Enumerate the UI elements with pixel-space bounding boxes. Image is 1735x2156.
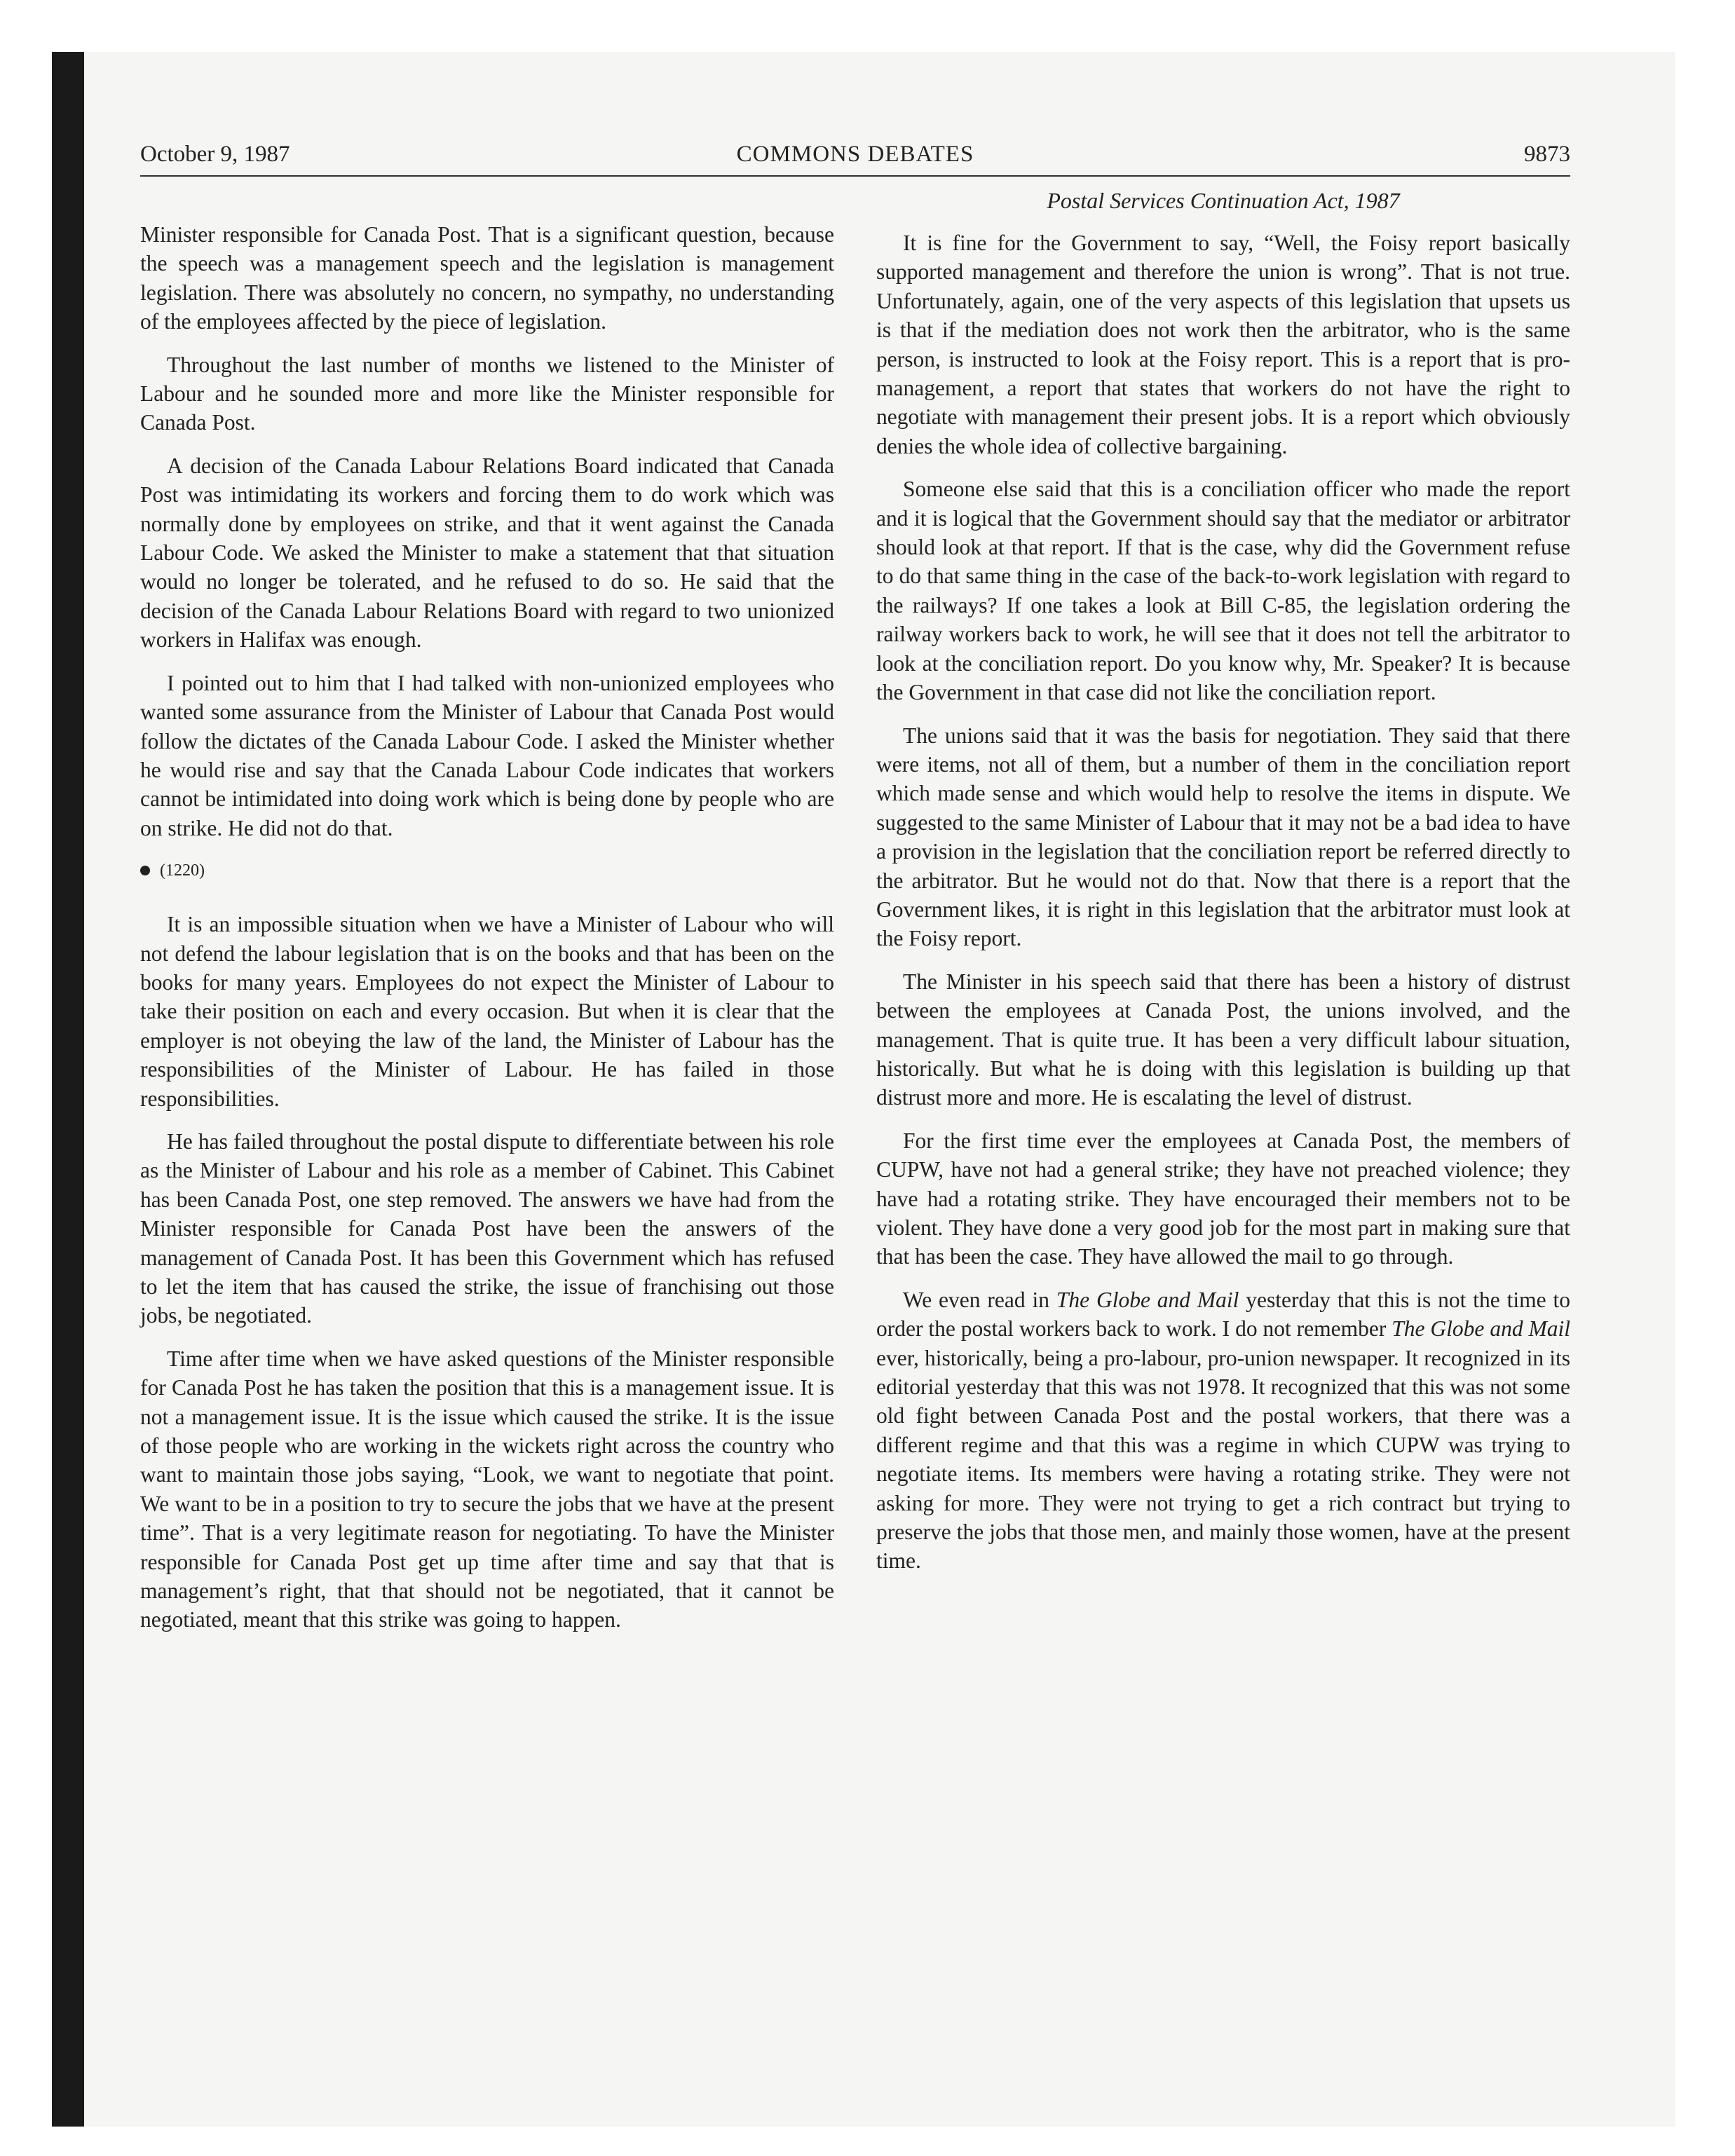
header-title: COMMONS DEBATES — [736, 142, 974, 167]
text-run: yesterday that this is not the time to order the postal workers back to work. I do not remember — [876, 1287, 1570, 1342]
paragraph: He has failed throughout the postal dispute to differentiate between his role as the Minister of Labour and his role as a member of Cabinet. This Cabinet has been Canada Post, one step removed. The answers we have had from the Minister responsible for Canada Post have been the answers of the management of Canada Post. It has been this Government which has refused to let the item that has caused the strike, the issue of franchising out those jobs, be negotiated. — [140, 1128, 834, 1328]
hansard-page — [140, 139, 1570, 1632]
right-column — [876, 185, 1570, 1590]
running-head: Postal Services Continuation Act, 1987 — [1047, 188, 1400, 213]
time-marker-label: (1220) — [160, 861, 205, 880]
left-column — [140, 220, 834, 1649]
paragraph: Someone else said that this is a conciliation officer who made the report and it is logical that the Government should say that the mediator or arbitrator should look at that report. If that is the case, why did the Government refuse to do that same thing in the case of the back-to-work legislation with regard to the railways? If one takes a look at Bill C-85, the legislation ordering the railway workers back to work, he will see that it does not tell the arbitrator to look at the conciliation report. Do you know why, Mr. Speaker? It is because the Government in that case did not like the conciliation report. — [876, 477, 1570, 705]
paragraph: I pointed out to him that I had talked with non-unionized employees who wanted some assurance from the Minister of Labour that Canada Post would follow the dictates of the Canada Labour Code. I asked the Minister whether he would rise and say that the Canada Labour Code indicates that workers cannot be intimidated into doing work which is being done by people who are on strike. He did not do that. — [140, 670, 834, 840]
bullet-icon — [140, 866, 150, 875]
paragraph — [876, 1285, 1570, 1576]
paragraph: Throughout the last number of months we listened to the Minister of Labour and he sounded more and more like the Minister responsible for Canada Post. — [140, 352, 834, 435]
paragraph: The Minister in his speech said that there has been a history of distrust between the employees at Canada Post, the unions involved, and the management. That is quite true. It has been a very difficult labour situation, historically. But what he is doing with this legislation is building up that distrust more and more. He is escalating the level of distrust. — [876, 969, 1570, 1110]
newspaper-title: The Globe and Mail — [1056, 1287, 1239, 1312]
newspaper-title: The Globe and Mail — [1392, 1316, 1570, 1342]
paragraph: Minister responsible for Canada Post. That is a significant question, because the speech was a management speech and the legislation is management legislation. There was absolutely no concern, no sympathy, no understanding of the employees affected by the piece of legislation. — [140, 222, 834, 334]
paragraph: It is fine for the Government to say, “Well, the Foisy report basically supported management and therefore the union is wrong”. That is not true. Unfortunately, again, one of the very aspects of this legislation that upsets us is that if the mediation does not work then the arbitrator, who is the same person, is instructed to look at the Foisy report. This is a report that is pro-management, a report that states that workers do not have the right to negotiate with management their present jobs. It is a report which obviously denies the whole idea of collective bargaining. — [876, 231, 1570, 458]
header-page-number: 9873 — [1524, 142, 1570, 167]
paragraph: Time after time when we have asked questions of the Minister responsible for Canada Post he has taken the position that this is a management issue. It is not a management issue. It is the issue which caused the strike. It is the issue of those people who are working in the wickets right across the country who want to maintain those jobs saying, “Look, we want to negotiate that point. We want to be in a position to try to secure the jobs that we have at the present time”. That is a very legitimate reason for negotiating. To have the Minister responsible for Canada Post get up time after time and say that that is management’s right, that that should not be negotiated, that it cannot be negotiated, meant that this strike was going to happen. — [140, 1346, 834, 1632]
paragraph: A decision of the Canada Labour Relations Board indicated that Canada Post was intimidating its workers and forcing them to do work which was normally done by employees on strike, and that it went against the Canada Labour Code. We asked the Minister to make a statement that that situation would no longer be tolerated, and he refused to do so. He said that the decision of the Canada Labour Relations Board with regard to two unionized workers in Halifax was enough. — [140, 453, 834, 653]
text-run: We even read in — [903, 1287, 1056, 1312]
paragraph: The unions said that it was the basis for negotiation. They said that there were items, not all of them, but a number of them in the conciliation report which made sense and which would help to resolve the items in dispute. We suggested to the same Minister of Labour that it may not be a bad idea to have a provision in the legislation that the conciliation report be referred directly to the arbitrator. But he would not do that. Now that there is a report that the Government likes, it is right in this legislation that the arbitrator must look at the Foisy report. — [876, 723, 1570, 951]
time-marker — [140, 857, 834, 885]
binding-edge — [52, 52, 84, 2127]
page-header — [140, 139, 1570, 177]
paragraph: For the first time ever the employees at Canada Post, the members of CUPW, have not had a general strike; they have not preached violence; they have had a rotating strike. They have encouraged their members not to be violent. They have done a very good job for the most part in making sure that that has been the case. They have allowed the mail to go through. — [876, 1128, 1570, 1269]
text-run: ever, historically, being a pro-labour, pro-union newspaper. It recognized in its editorial yesterday that this was not 1978. It recognized that this was not some old fight between Canada Post and the postal workers, that there was a different regime and that this was a regime in which CUPW was trying to negotiate items. Its members were having a rotating strike. They were not asking for more. They were not trying to get a rich contract but trying to preserve the jobs that those men, and mainly those women, have at the present time. — [876, 1345, 1570, 1574]
paragraph: It is an impossible situation when we have a Minister of Labour who will not defend the labour legislation that is on the books and that has been on the books for many years. Employees do not expect the Minister of Labour to take their position on each and every occasion. But when it is clear that the employer is not obeying the law of the land, the Minister of Labour has the responsibilities of the Minister of Labour. He has failed in those responsibilities. — [140, 912, 834, 1111]
header-date: October 9, 1987 — [140, 142, 290, 167]
